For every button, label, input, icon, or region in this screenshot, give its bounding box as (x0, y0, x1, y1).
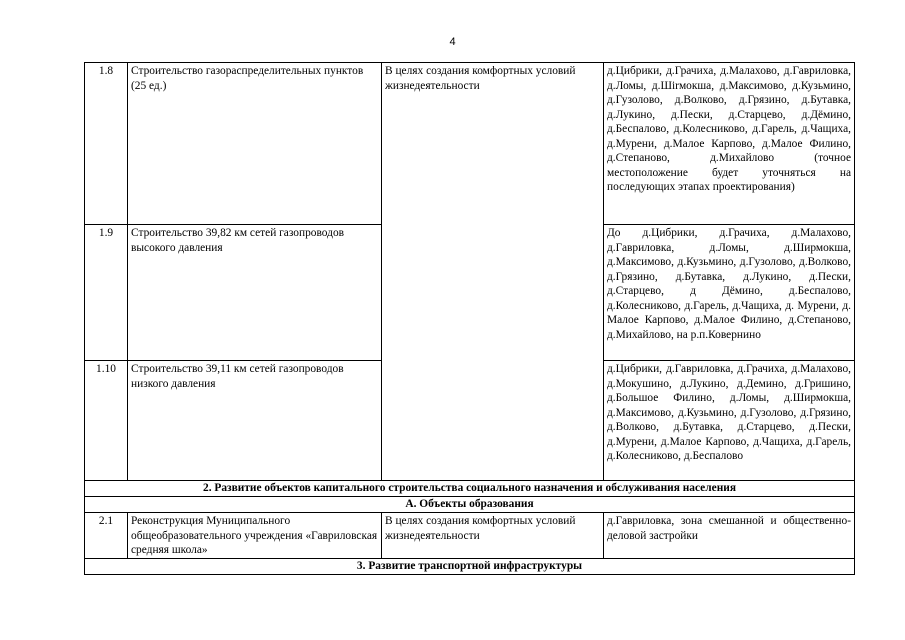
row-number: 2.1 (85, 513, 128, 559)
section-2-title: 2. Развитие объектов капитального строительства социального назначения и обслуживания населения (85, 481, 855, 497)
location-cell: д.Цибрики, д.Гавриловка, д.Грачиха, д.Малахово, д.Мокушино, д.Лукино, д.Демино, д.Гришино, д.Большое Филино, д.Ломы, д.Ширмокша, д.Максимово, д.Кузьмино, д.Гузолово, д.Грязино, д.Волково, д.Бутавка, д.Старцево, д.Пески, д.Мурени, д.Малое Карпово, д.Чащиха, д.Гарель, д.Колесниково, д.Беспалово (604, 361, 855, 481)
planning-table (84, 62, 855, 575)
object-name: Строительство 39,11 км сетей газопроводов низкого давления (128, 361, 382, 481)
table-row (85, 513, 855, 559)
table-row (85, 63, 855, 225)
row-number: 1.8 (85, 63, 128, 225)
row-number: 1.10 (85, 361, 128, 481)
object-name: Строительство газораспределительных пунктов (25 ед.) (128, 63, 382, 225)
section-heading-row (85, 558, 855, 574)
goal-cell: В целях создания комфортных условий жизнедеятельности (382, 513, 604, 559)
section-heading-row (85, 481, 855, 497)
location-cell: д.Гавриловка, зона смешанной и общественно-деловой застройки (604, 513, 855, 559)
page-number: 4 (449, 36, 456, 48)
goal-cell: В целях создания комфортных условий жизнедеятельности (382, 63, 604, 481)
subsection-heading-row (85, 497, 855, 513)
row-number: 1.9 (85, 225, 128, 361)
object-name: Строительство 39,82 км сетей газопроводов высокого давления (128, 225, 382, 361)
location-cell: д.Цибрики, д.Грачиха, д.Малахово, д.Гавриловка, д.Ломы, д.Шirмокша, д.Максимово, д.Кузьмино, д.Гузолово, д.Волково, д.Грязино, д.Бутавка, д.Лукино, д.Пески, д.Старцево, д.Дёмино, д.Беспалово, д.Колесниково, д.Гарель, д.Чащиха, д.Мурени, д.Малое Карпово, д.Малое Филино, д.Степаново, д.Михайлово (точное местоположение будет уточняться на последующих этапах проектирования) (604, 63, 855, 225)
location-cell: До д.Цибрики, д.Грачиха, д.Малахово, д.Гавриловка, д.Ломы, д.Ширмокша, д.Максимово, д.Кузьмино, д.Гузолово, д.Волково, д.Грязино, д.Бутавка, д.Лукино, д.Пески, д.Старцево, д Дёмино, д.Беспалово, д.Колесниково, д.Гарель, д.Чащиха, д. Мурени, д. Малое Карпово, д.Малое Филино, д.Степаново, д.Михайлово, на р.п.Ковернино (604, 225, 855, 361)
subsection-a-title: А. Объекты образования (85, 497, 855, 513)
section-3-title: 3. Развитие транспортной инфраструктуры (85, 558, 855, 574)
object-name: Реконструкция Муниципального общеобразовательного учреждения «Гавриловская средняя школа» (128, 513, 382, 559)
